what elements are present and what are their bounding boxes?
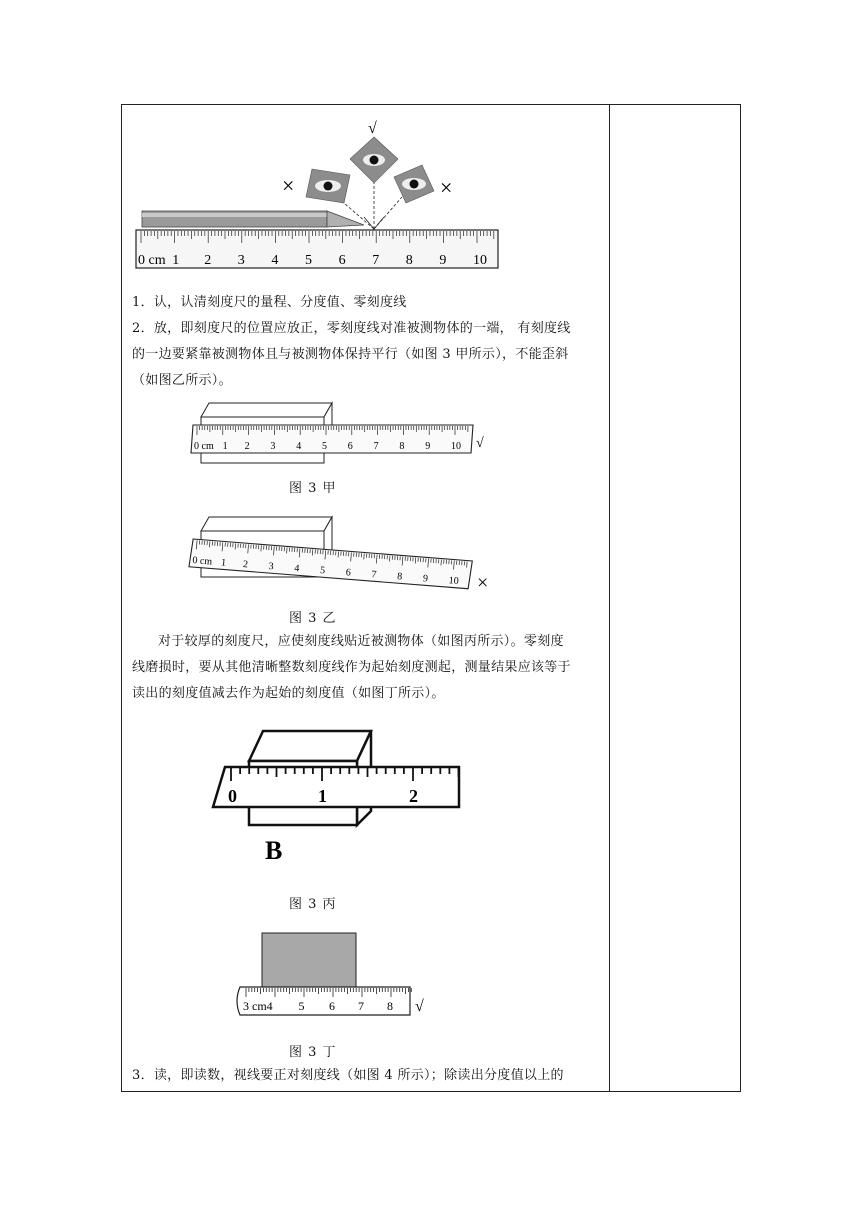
ruler-label: 4 — [296, 441, 302, 452]
figure-eyes-ruler — [132, 117, 502, 272]
paragraph-line-3: 读出的刻度值减去作为起始的刻度值（如图丁所示）。 — [132, 686, 445, 701]
wrong-mark-left: × — [282, 173, 295, 198]
ruler-label: 8 — [405, 253, 413, 268]
figure-3-yi — [187, 513, 507, 593]
ruler-label: 2 — [409, 786, 418, 806]
paragraph-line-2: 线磨损时，要从其他清晰整数刻度线作为起始刻度测起，测量结果应该等于 — [132, 660, 571, 675]
wrong-mark: × — [477, 572, 489, 594]
ruler-label: 8 — [387, 999, 393, 1013]
ruler-label: 10 — [448, 575, 460, 587]
ruler-label: 5 — [298, 999, 305, 1013]
ruler-label: 3 cm4 — [243, 999, 273, 1013]
ruler-label: 9 — [422, 573, 429, 585]
ruler-label: 4 — [271, 253, 279, 268]
ruler-label: 3 — [270, 441, 276, 452]
item-2-line-1: 2．放，即刻度尺的位置应放正，零刻度线对准被测物体的一端， 有刻度线 — [132, 321, 571, 336]
ruler-label: 0 cm — [138, 253, 166, 268]
figure-label-b: B — [265, 836, 283, 865]
ruler-label: 0 — [228, 786, 237, 806]
ruler-label: 6 — [345, 567, 352, 579]
ruler-label: 8 — [399, 441, 405, 452]
ruler-label: 0 cm — [194, 441, 214, 452]
ruler-label: 7 — [358, 999, 364, 1013]
ruler-label: 6 — [329, 999, 335, 1013]
ruler-label: 5 — [319, 565, 326, 577]
ruler-label: 6 — [338, 253, 346, 268]
ruler-label: 2 — [204, 253, 212, 268]
ruler-label: 10 — [473, 253, 487, 268]
correct-mark: √ — [476, 436, 484, 451]
ruler-label: 1 — [220, 557, 227, 569]
eye-right-icon — [394, 165, 434, 203]
wrong-mark-right: × — [440, 175, 453, 200]
ruler-label: 7 — [372, 253, 380, 268]
ruler-label: 1 — [222, 441, 228, 452]
ruler-label: 9 — [425, 441, 431, 452]
ruler-label: 5 — [322, 441, 327, 452]
figure-3-ding — [232, 931, 472, 1021]
item-2-line-3: （如图乙所示）。 — [132, 373, 232, 388]
content-table — [121, 104, 741, 1092]
correct-mark: √ — [415, 998, 424, 1015]
ruler-label: 3 — [268, 561, 275, 573]
ruler-label: 6 — [347, 441, 353, 452]
eye-center-icon — [350, 137, 398, 183]
caption-3-bing: 图 3 丙 — [289, 897, 337, 912]
ruler-label: 5 — [305, 253, 312, 268]
column-divider — [609, 105, 610, 1091]
figure-3-jia — [187, 399, 507, 465]
caption-3-ding: 图 3 丁 — [289, 1045, 337, 1060]
paragraph-line-1: 对于较厚的刻度尺，应使刻度线贴近被测物体（如图丙所示）。零刻度 — [158, 634, 564, 649]
eye-left-icon — [306, 169, 350, 203]
correct-mark: √ — [368, 120, 377, 137]
ruler-label: 2 — [242, 559, 249, 571]
ruler-label: 4 — [293, 563, 300, 575]
caption-3-jia: 图 3 甲 — [289, 481, 337, 496]
ruler-label: 8 — [396, 571, 403, 583]
figure-3-bing — [207, 727, 467, 867]
ruler-label: 2 — [244, 441, 250, 452]
item-3-text: 3．读，即读数，视线要正对刻度线（如图 4 所示）；除读出分度值以上的 — [132, 1068, 564, 1083]
ruler-label: 7 — [371, 569, 377, 581]
ruler-label: 0 cm — [192, 555, 213, 568]
ruler-label: 10 — [451, 441, 461, 452]
caption-3-yi: 图 3 乙 — [289, 611, 337, 626]
ruler-label: 9 — [439, 253, 447, 268]
ruler-label: 7 — [373, 441, 379, 452]
ruler-label: 1 — [318, 786, 327, 806]
ruler-label: 3 — [237, 253, 245, 268]
ruler-label: 1 — [172, 253, 180, 268]
item-2-line-2: 的一边要紧靠被测物体且与被测物体保持平行（如图 3 甲所示），不能歪斜 — [132, 347, 569, 362]
item-1-text: 1．认，认清刻度尺的量程、分度值、零刻度线 — [132, 295, 407, 310]
